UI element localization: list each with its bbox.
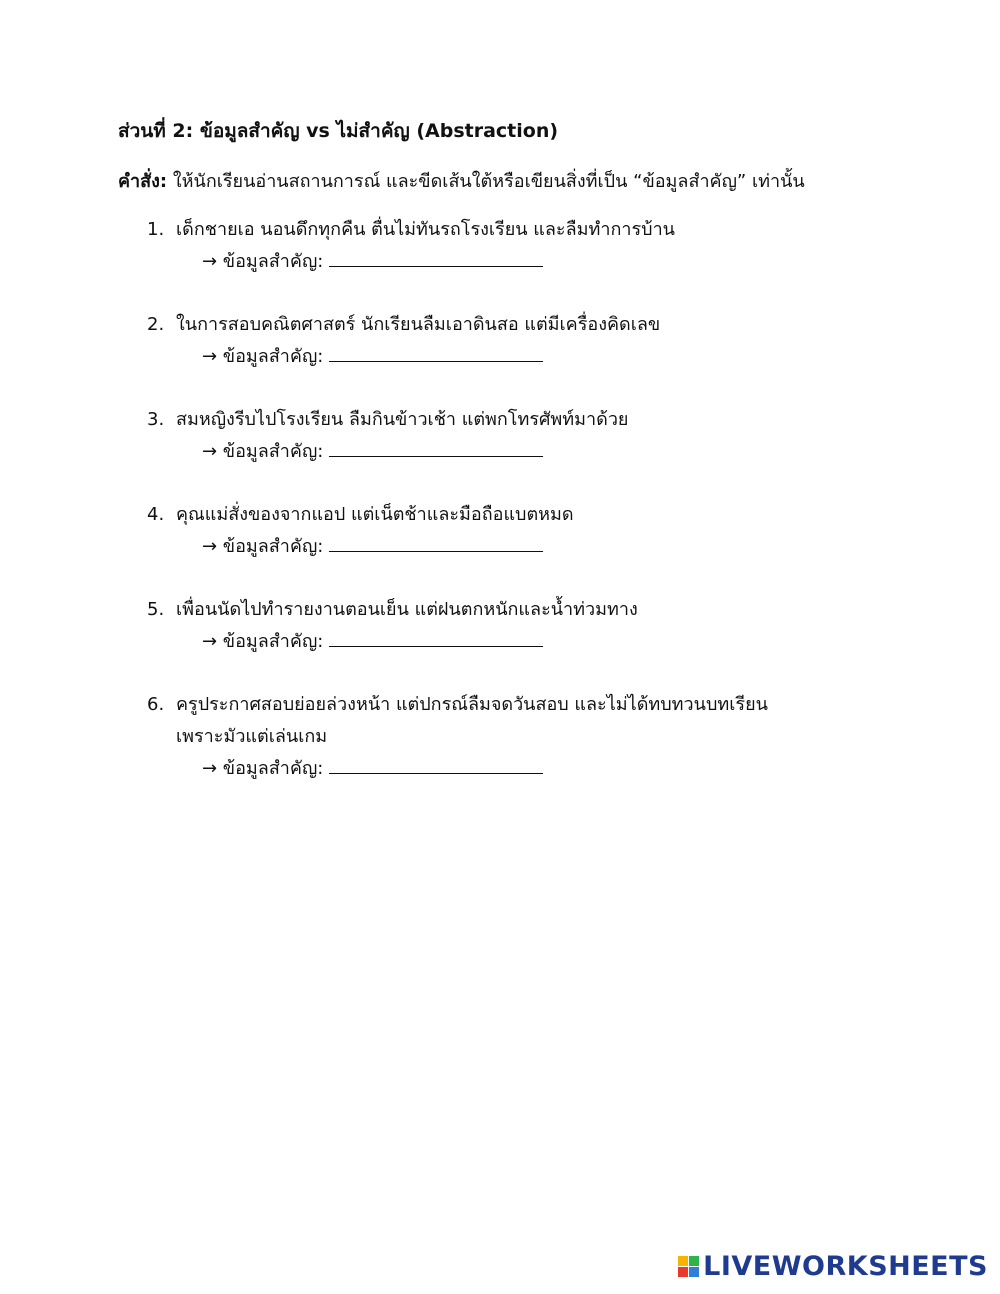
worksheet: [118, 114, 878, 816]
answer-blank[interactable]: [329, 628, 543, 647]
brand-name: LIVEWORKSHEETS: [703, 1251, 988, 1282]
question-number: 3.: [147, 409, 165, 430]
answer-line: [176, 246, 878, 278]
answer-prefix: → ข้อมูลสำคัญ:: [202, 346, 324, 367]
question-number: 5.: [147, 599, 165, 620]
answer-blank[interactable]: [329, 533, 543, 552]
instruction-label: คำสั่ง:: [118, 171, 168, 192]
question-number: 2.: [147, 314, 165, 335]
logo-square-green: [689, 1256, 699, 1266]
answer-prefix: → ข้อมูลสำคัญ:: [202, 251, 324, 272]
answer-blank[interactable]: [329, 438, 543, 457]
answer-prefix: → ข้อมูลสำคัญ:: [202, 536, 324, 557]
logo-square-blue: [689, 1267, 699, 1277]
question-text: สมหญิงรีบไปโรงเรียน ลืมกินข้าวเช้า แต่พกโทรศัพท์มาด้วย: [176, 409, 629, 430]
question-text: ในการสอบคณิตศาสตร์ นักเรียนลืมเอาดินสอ แต่มีเครื่องคิดเลข: [176, 314, 661, 335]
question-number: 4.: [147, 504, 165, 525]
question-text: เด็กชายเอ นอนดึกทุกคืน ตื่นไม่ทันรถโรงเรียน และลืมทำการบ้าน: [176, 219, 675, 240]
question-item-6: [118, 689, 878, 785]
answer-blank[interactable]: [329, 755, 543, 774]
answer-prefix: → ข้อมูลสำคัญ:: [202, 758, 324, 779]
logo-square-red: [678, 1267, 688, 1277]
answer-line: [176, 531, 878, 563]
question-text: คุณแม่สั่งของจากแอป แต่เน็ตช้าและมือถือแบตหมด: [176, 504, 574, 525]
answer-prefix: → ข้อมูลสำคัญ:: [202, 631, 324, 652]
liveworksheets-logo[interactable]: [678, 1251, 988, 1282]
question-number: 6.: [147, 694, 165, 715]
question-list: [118, 214, 878, 785]
answer-line: [176, 753, 878, 785]
question-text-line-2: เพราะมัวแต่เล่นเกม: [176, 726, 328, 747]
question-text: ครูประกาศสอบย่อยล่วงหน้า แต่ปกรณ์ลืมจดวันสอบ และไม่ได้ทบทวนบทเรียน: [176, 694, 768, 715]
question-item-5: [118, 594, 878, 658]
question-item-1: [118, 214, 878, 278]
liveworksheets-logo-icon: [678, 1256, 699, 1277]
answer-line: [176, 436, 878, 468]
answer-line: [176, 341, 878, 373]
question-item-3: [118, 404, 878, 468]
instruction-text: ให้นักเรียนอ่านสถานการณ์ และขีดเส้นใต้หรือเขียนสิ่งที่เป็น “ข้อมูลสำคัญ” เท่านั้น: [172, 171, 805, 192]
section-title: ส่วนที่ 2: ข้อมูลสำคัญ vs ไม่สำคัญ (Abstraction): [118, 120, 559, 142]
logo-square-yellow: [678, 1256, 688, 1266]
answer-prefix: → ข้อมูลสำคัญ:: [202, 441, 324, 462]
answer-blank[interactable]: [329, 248, 543, 267]
question-text: เพื่อนนัดไปทำรายงานตอนเย็น แต่ฝนตกหนักและน้ำท่วมทาง: [176, 599, 638, 620]
question-item-2: [118, 309, 878, 373]
instruction: [118, 166, 878, 198]
question-number: 1.: [147, 219, 165, 240]
question-item-4: [118, 499, 878, 563]
answer-line: [176, 626, 878, 658]
answer-blank[interactable]: [329, 343, 543, 362]
